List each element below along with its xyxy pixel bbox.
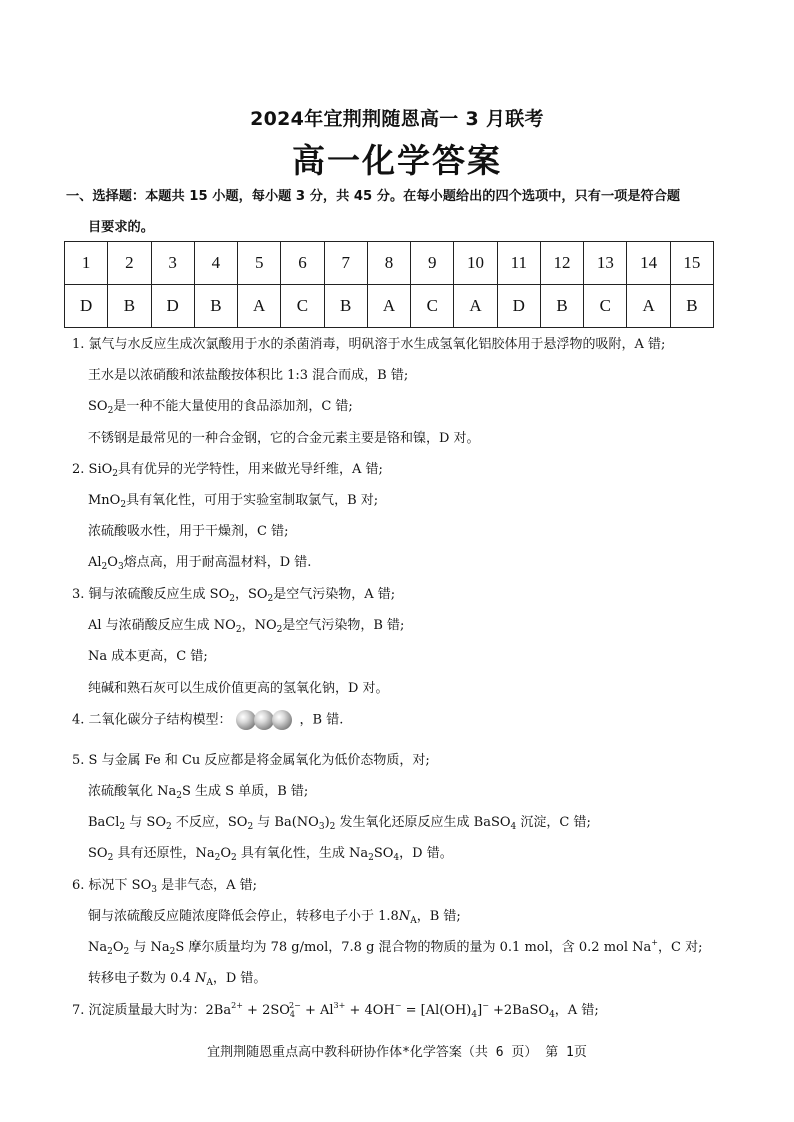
question-number: 15 [670,242,713,285]
q3-line-c: Na 成本更高，C 错; [88,649,208,664]
q6-line-b: 铜与浓硫酸反应随浓度降低会停止，转移电子小于 $1.8N_A$，B 错; [88,909,461,926]
q2-line-c: 浓硫酸吸水性，用于干燥剂，C 错; [88,524,289,539]
answer-cell: D [65,285,108,328]
question-number-row [65,242,714,285]
q7-line-a: 7. 沉淀质量最大时为：$2Ba^{2+} + 2SO_4^{2-} + Al^{3+} + 4OH^- = [Al(OH)_4]^-$ +2BaSO$_4$，A 错; [72,1001,599,1020]
question-number: 12 [540,242,583,285]
q5-line-c: BaCl$_2$ 与 $SO_2$ 不反应，$SO_2$ 与 $Ba(NO_3)_2$ 发生氧化还原反应生成 BaSO$_4$ 沉淀，C 错; [88,815,591,832]
q1-line-c: $SO_2$是一种不能大量使用的食品添加剂，C 错; [88,399,353,416]
question-number: 8 [367,242,410,285]
answer-cell: D [497,285,540,328]
q3-line-d: 纯碱和熟石灰可以生成价值更高的氢氧化钠，D 对。 [88,681,389,696]
q3-line-a: 3. 铜与浓硫酸反应生成 $SO_2$，$SO_2$是空气污染物，A 错; [72,587,396,604]
question-number: 1 [65,242,108,285]
sulfate-ion-scripts: $_4^{2-}$ [289,1001,301,1019]
answer-cell: B [670,285,713,328]
q2-line-b: MnO$_2$具有氧化性，可用于实验室制取氯气，B 对; [88,493,379,510]
question-number: 2 [108,242,151,285]
q3-line-b: Al 与浓硝酸反应生成 $NO_2$，$NO_2$是空气污染物，B 错; [88,618,405,635]
answer-cell: A [454,285,497,328]
answer-cell: B [108,285,151,328]
q4-line: 4. 二氧化碳分子结构模型： ，B 错. [72,708,343,732]
question-number: 4 [194,242,237,285]
q1-line-d: 不锈钢是最常见的一种合金钢，它的合金元素主要是铬和镍，D 对。 [88,431,480,446]
section-instruction-line2: 目要求的。 [88,220,154,235]
page-footer: 宜荆荆随恩重点高中教科研协作体*化学答案（共 6 页） 第 1页 [207,1045,587,1060]
question-number: 7 [324,242,367,285]
answer-cell: B [324,285,367,328]
q1-line-a: 1. 氯气与水反应生成次氯酸用于水的杀菌消毒，明矾溶于水生成氢氧化铝胶体用于悬浮物的吸附，A 错; [72,337,666,352]
question-number: 9 [411,242,454,285]
answer-row [65,285,714,328]
q2-line-d: $Al_2O_3$熔点高，用于耐高温材料，D 错. [88,555,312,572]
answer-cell: C [411,285,454,328]
q5-line-d: $SO_2$ 具有还原性，$Na_2O_2$ 具有氧化性，生成 $Na_2SO_4$，D 错。 [88,846,453,863]
question-number: 3 [151,242,194,285]
page-title: 高一化学答案 [292,141,502,180]
answer-cell: A [367,285,410,328]
q2-line-a: 2. SiO$_2$具有优异的光学特性，用来做光导纤维，A 错; [72,462,383,479]
question-number: 13 [584,242,627,285]
q6-line-a: 6. 标况下 $SO_3$ 是非气态，A 错; [72,878,258,895]
q6-line-c: $Na_2O_2$ 与 $Na_2S$ 摩尔质量均为 78 g/mol，7.8 g 混合物的物质的量为 0.1 mol，含 0.2 mol Na+，C 对; [88,938,703,957]
answer-cell: D [151,285,194,328]
answer-cell: A [627,285,670,328]
answer-cell: C [281,285,324,328]
co2-molecule-model-icon [236,708,296,732]
answer-cell: B [194,285,237,328]
answer-table [64,241,714,328]
answer-cell: B [540,285,583,328]
question-number: 10 [454,242,497,285]
question-number: 5 [238,242,281,285]
question-number: 14 [627,242,670,285]
question-number: 11 [497,242,540,285]
q6-line-d: 转移电子数为 0.4 $N_A$，D 错。 [88,971,267,988]
q1-line-b: 王水是以浓硝酸和浓盐酸按体积比 1:3 混合而成，B 错; [88,368,409,383]
q5-line-b: 浓硫酸氧化 $Na_2S$ 生成 S 单质，B 错; [88,784,309,801]
exam-subtitle: 2024年宜荆荆随恩高一 3 月联考 [250,108,544,130]
q5-line-a: 5. S 与金属 Fe 和 Cu 反应都是将金属氧化为低价态物质，对; [72,753,430,768]
answer-cell: A [238,285,281,328]
answer-cell: C [584,285,627,328]
question-number: 6 [281,242,324,285]
section-instruction-line1: 一、选择题：本题共 15 小题，每小题 3 分，共 45 分。在每小题给出的四个选项中，只有一项是符合题 [66,189,681,204]
